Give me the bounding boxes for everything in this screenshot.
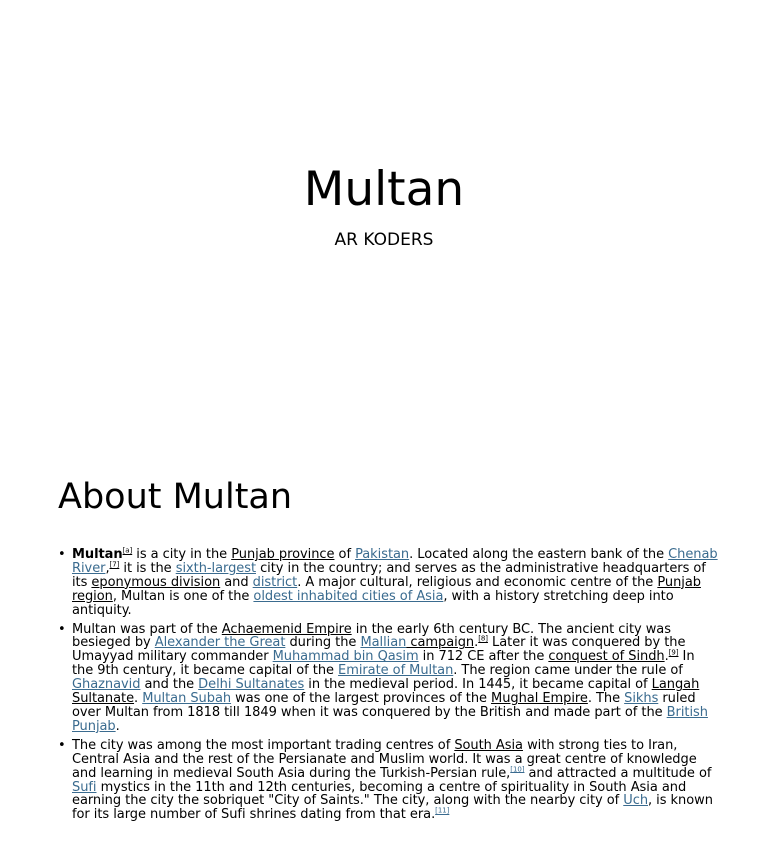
text: In the 9th century, it became capital of the: [72, 649, 695, 679]
text: ,: [105, 560, 110, 576]
text: Multan was part of the: [72, 621, 222, 637]
ref-a-link[interactable]: [a]: [122, 546, 133, 555]
text: .: [664, 649, 669, 665]
alexander-link[interactable]: Alexander the Great: [154, 635, 286, 651]
text: was one of the largest provinces of the: [231, 691, 492, 707]
text: and attracted a multitude of: [524, 765, 712, 781]
sufi-link[interactable]: Sufi: [72, 779, 97, 795]
city-name: Multan: [72, 547, 123, 562]
sixth-largest-link[interactable]: sixth-largest: [175, 560, 256, 576]
sikhs-link[interactable]: Sikhs: [624, 691, 659, 707]
uch-link[interactable]: Uch: [623, 793, 649, 809]
ref-8-link[interactable]: [8]: [478, 635, 488, 644]
text: , with a history stretching deep into antiquity.: [72, 588, 674, 618]
hero-section: [0, 160, 768, 250]
text: , is known for its large number of Sufi shrines dating from that era.: [72, 793, 713, 823]
text: , Multan is one of the: [112, 588, 254, 604]
text: it is the: [119, 560, 176, 576]
text: during the: [285, 635, 361, 651]
text: . A major cultural, religious and economic centre of the: [297, 574, 658, 590]
text: and: [220, 574, 253, 590]
south-asia-link[interactable]: South Asia: [454, 737, 523, 753]
chenab-river-link[interactable]: Chenab River: [72, 547, 718, 576]
muhammad-bin-qasim-link[interactable]: Muhammad bin Qasim: [272, 649, 419, 665]
text: ruled over Multan from 1818 till 1849 when it was conquered by the British and made part of the: [72, 691, 696, 720]
punjab-region-link[interactable]: Punjab region: [72, 574, 701, 604]
text: of: [334, 547, 356, 562]
text: in the early 6th century BC. The ancient city was besieged by: [72, 621, 671, 651]
text: .: [134, 691, 143, 707]
text: mystics in the 11th and 12th centuries, becoming a centre of spirituality in South Asia and earning the city the sobriquet "City of Saints." The city, along with the nearby city of: [72, 779, 687, 809]
page-subtitle: AR KODERS: [334, 230, 434, 250]
langah-sultanate-link[interactable]: Langah Sultanate: [72, 677, 700, 707]
text: .: [115, 718, 120, 734]
multan-subah-link[interactable]: Multan Subah: [142, 691, 232, 707]
ref-7-link[interactable]: [7]: [109, 560, 120, 569]
emirate-of-multan-link[interactable]: Emirate of Multan: [338, 663, 454, 679]
ref-9-link[interactable]: [9]: [668, 649, 679, 658]
pakistan-link[interactable]: Pakistan: [355, 547, 410, 562]
page-title: Multan: [303, 162, 465, 217]
about-section: [58, 476, 718, 827]
district-link[interactable]: district: [252, 574, 298, 590]
section-heading: About Multan: [58, 477, 293, 517]
list-item-culture: [72, 739, 718, 822]
text: . The region came under the rule of: [453, 663, 683, 679]
conquest-of-sindh-link[interactable]: conquest of Sindh: [548, 649, 665, 665]
text: . The: [587, 691, 625, 707]
text: and the: [140, 677, 199, 693]
text: . Located along the eastern bank of the: [409, 547, 669, 562]
mughal-empire-link[interactable]: Mughal Empire: [491, 691, 588, 707]
oldest-cities-link[interactable]: oldest inhabited cities of Asia: [253, 588, 444, 604]
text: Later it was conquered by the Umayyad military commander: [72, 635, 686, 665]
ref-10-link[interactable]: [10]: [510, 765, 525, 774]
british-punjab-link[interactable]: British Punjab: [72, 704, 708, 734]
text: is a city in the: [132, 547, 232, 562]
text: with strong ties to Iran, Central Asia and the rest of the Persianate and Muslim world. It was a great centre of knowledge and learning in medieval South Asia during the Turkish-Persian rule,: [72, 737, 697, 781]
punjab-province-link[interactable]: Punjab province: [231, 547, 335, 562]
text: city in the country; and serves as the administrative headquarters of its: [72, 560, 706, 590]
text: in 712 CE after the: [418, 649, 549, 665]
about-list: [58, 548, 718, 822]
list-item-intro: [72, 548, 718, 618]
mallian-link[interactable]: Mallian: [360, 635, 407, 651]
text: in the medieval period. In 1445, it became capital of: [304, 677, 652, 693]
ref-11-link[interactable]: [11]: [435, 806, 450, 815]
campaign-link[interactable]: campaign: [406, 635, 475, 651]
text: .: [474, 635, 479, 651]
delhi-sultanates-link[interactable]: Delhi Sultanates: [198, 677, 305, 693]
achaemenid-empire-link[interactable]: Achaemenid Empire: [221, 621, 352, 637]
ghaznavid-link[interactable]: Ghaznavid: [72, 677, 141, 693]
list-item-history: [72, 623, 718, 734]
text: The city was among the most important trading centres of: [72, 737, 455, 753]
eponymous-division-link[interactable]: eponymous division: [91, 574, 221, 590]
